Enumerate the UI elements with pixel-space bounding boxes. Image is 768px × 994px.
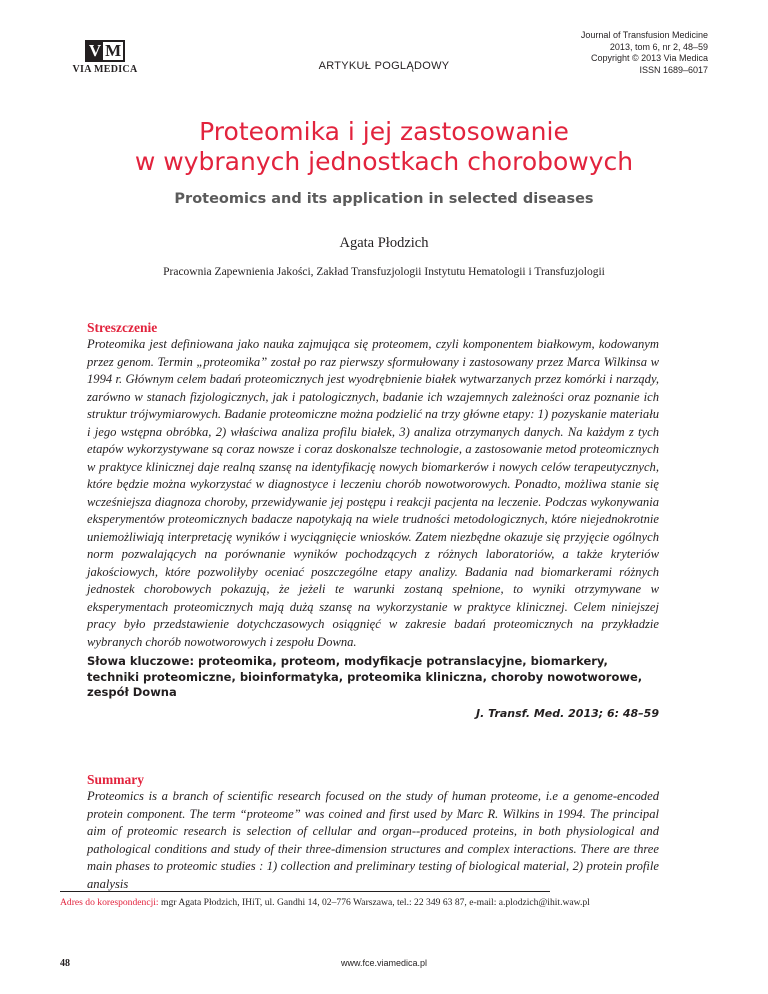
footnote-divider — [60, 891, 550, 892]
abstract-polish-heading: Streszczenie — [87, 320, 158, 335]
abstract-english — [87, 772, 659, 893]
author-affiliation: Pracownia Zapewnienia Jakości, Zakład Transfuzjologii Instytutu Hematologii i Transfuzjologii — [163, 266, 605, 278]
journal-issn: ISSN 1689–6017 — [639, 64, 708, 75]
footer-url: www.fce.viamedica.pl — [340, 958, 428, 968]
abstract-polish-text: Proteomika jest definiowana jako nauka zajmująca się proteomem, czyli komponentem białkowym, kodowanym przez genom. Termin „proteomika” został po raz pierwszy sformułowany i zastosowany przez Marca Wilkinsa w 1994 r. Głównym celem badań proteomicznych jest wyodrębnienie białek wytwarzanych przez komórki i narządy, zarówno w stanach fizjologicznych, jak i patologicznych, badanie ich wzajemnych zależności oraz poznanie ich struktur trójwymiarowych. Badanie proteomiczne można podzielić na trzy główne etapy: 1) pozyskanie materiału i jego wstępna obróbka, 2) właściwa analiza profilu białek, 3) analiza otrzymanych danych. Na każdym z tych etapów wykorzystywane są coraz nowsze i coraz doskonalsze technologie, a zastosowanie metod proteomicznych w praktyce klinicznej daje realną szansę na identyfikację nowych biomarkerów i nowych celów terapeutycznych, które będzie można wykorzystać w diagnostyce i leczeniu chorób nowotworowych. Ponadto, możliwa stanie się wcześniejsza diagnoza choroby, przewidywanie jej postępu i reakcji pacjenta na leczenie. Podczas wykonywania eksperymentów proteomicznych badacze napotykają na wiele trudności metodologicznych, które niejednokrotnie uniemożliwiają interpretację wyników i wyciągnięcie wniosków. Zatem niezbędne okazuje się przyjęcie ogólnych norm pozwalających na porównanie wyników pochodzących z różnych laboratoriów, a także kryteriów jakościowych, które pozwoliłyby oceniać poszczególne etapy analizy. Badania nad biomarkerami różnych jednostek chorobowych pokazują, że jeżeli te warunki zostaną spełnione, to wyniki otrzymywane w eksperymentach proteomicznych mają dużą szansę na wykorzystanie w praktyce klinicznej. Celem niniejszej pracy było przedstawienie dotychczasowych osiągnięć w zakresie badań proteomicznych na przykładzie wybranych chorób nowotworowych i zespołu Downa. — [87, 337, 659, 649]
abstract-english-text: Proteomics is a branch of scientific research focused on the study of human proteome, i.e a genome-encoded protein component. The term “proteome” was coined and first used by Marc R. Wilkins in 1994. The principal aim of proteomic research is selection of cellular and organ--produced proteins, in both physiological and pathological conditions and study of their three-dimension structures and complex interactions. There are three main phases to proteomic studies : 1) collection and preliminary testing of biological material, 2) protein profile analysis — [87, 789, 659, 891]
article-type: ARTYKUŁ POGLĄDOWY — [318, 60, 450, 72]
author-name: Agata Płodzich — [339, 235, 429, 251]
publisher-name: VIA MEDICA — [72, 64, 138, 75]
journal-issue: 2013, tom 6, nr 2, 48–59 — [609, 41, 708, 52]
title-polish-line-1: Proteomika i jej zastosowanie — [199, 117, 569, 146]
page-number: 48 — [60, 958, 70, 969]
journal-copyright: Copyright © 2013 Via Medica — [590, 53, 708, 63]
citation: J. Transf. Med. 2013; 6: 48–59 — [476, 706, 659, 720]
title-polish-line-2: w wybranych jednostkach chorobowych — [134, 147, 634, 176]
abstract-english-heading: Summary — [87, 772, 144, 787]
journal-info — [581, 30, 708, 76]
abstract-polish — [87, 320, 659, 720]
title-polish — [0, 117, 768, 177]
correspondence-footnote — [60, 896, 690, 909]
title-english: Proteomics and its application in selected diseases — [174, 191, 594, 207]
footnote-label: Adres do korespondencji: — [60, 897, 159, 908]
keywords: Słowa kluczowe: proteomika, proteom, modyfikacje potranslacyjne, biomarkery, techniki proteomiczne, bioinformatyka, proteomika kliniczna, choroby nowotworowe, zespół Downa — [87, 654, 643, 699]
footnote-text: mgr Agata Płodzich, IHiT, ul. Gandhi 14, 02–776 Warszawa, tel.: 22 349 63 87, e-mail: a.plodzich@ihit.waw.pl — [158, 897, 590, 908]
journal-name: Journal of Transfusion Medicine — [580, 30, 708, 40]
via-medica-logo-icon: V M — [85, 40, 125, 62]
